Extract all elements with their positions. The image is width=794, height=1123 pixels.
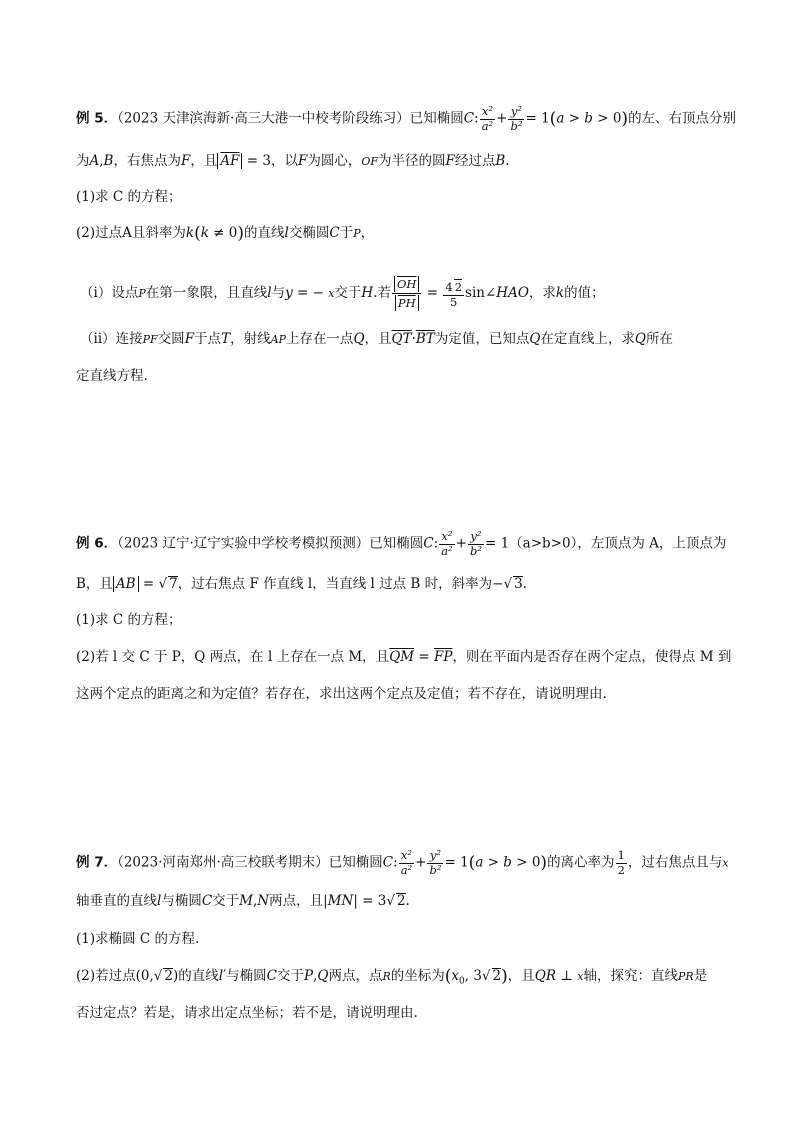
ex5-text: 在定直线上，求: [540, 331, 635, 347]
ex5-text: 为圆心，: [307, 153, 362, 169]
ex5-sub2-cont: 定直线方程.: [76, 368, 148, 384]
ex5-4root2-frac: $\frac{4 2}{5}$: [445, 279, 463, 309]
ex6-text: 已知椭圆: [369, 535, 424, 552]
ex5-text: 在第一象限，且直线: [145, 285, 268, 301]
ex5-x-frac: $\frac{\text{x²}}{\text{a²}}$: [481, 104, 494, 133]
ex6-text: (2)若 l 交 C 于 P，Q 两点，在 l 上存在一点 M，且: [76, 649, 390, 665]
ex5-text: 交椭圆: [288, 225, 330, 241]
ex5-oh-ph-frac: $\frac{\overline{OH}}{PH}$: [392, 276, 421, 311]
ex5-q1: (1)求 C 的方程；: [76, 189, 182, 205]
ex7-text: (2)若过点: [76, 968, 136, 984]
ex6-y-frac: $\frac{\text{y²}}{\text{b²}}$: [469, 529, 482, 558]
ex7-q2: (2)若过点(0,√ 2)的直线l′与椭圆C交于P,Q两点，点R的坐标为($x_0$, 3√ 2)，且QR ⊥ x轴，探究：直线PR是: [76, 966, 708, 987]
ex7-q1: (1)求椭圆 C 的方程.: [76, 931, 200, 947]
ex5-line-1: 例 5．（2023 天津滨海新·高三大港一中校考阶段练习）已知椭圆C: $\frac{\text{x²}}{\text{a²}}$ + $\frac{\text{y²}}{\text{b²}}$ = 1(a > b > 0)的左、右顶点分别: [76, 104, 737, 133]
ex5-q2: (2)过点A且斜率为k(k ≠ 0)的直线l交椭圆C于P，: [76, 223, 375, 244]
ex5-text: 的直线: [244, 225, 285, 241]
ex6-text: （a>b>0），左顶点为 A，上顶点为: [509, 535, 727, 552]
ex5-source: （2023 天津滨海新·高三大港一中校考阶段练习）: [117, 110, 410, 127]
ex7-text: 两点，点: [328, 968, 383, 984]
ex5-text: 于点: [194, 331, 222, 347]
ex7-half-frac: $\frac{1}{2}$: [617, 848, 625, 877]
ex7-text: ，且: [507, 968, 535, 984]
ex7-text: 与椭圆: [161, 893, 202, 909]
ex7-text: 的坐标为: [390, 968, 445, 984]
ex5-text: 为定值，已知点: [434, 331, 530, 347]
ex7-source: （2023·河南郑州·高三校联考期末）: [117, 854, 329, 871]
ex7-q2-cont: 否过定点？若是，请求出定点坐标；若不是，请说明理由.: [76, 1005, 418, 1021]
ex5-text: ，求: [528, 285, 556, 301]
ex5-text: 为半径的圆: [377, 153, 446, 169]
ex7-text: 的离心率为: [547, 854, 615, 871]
ex5-text: 为: [76, 153, 90, 169]
ex5-text: .若: [373, 285, 391, 301]
ex6-q2: (2)若 l 交 C 于 P，Q 两点，在 l 上存在一点 M，且$\overline{QM} = \overline{FP}$，则在平面内是否存在两个定点，使得点 M 到: [76, 649, 732, 665]
ex7-text: 两点，且: [269, 893, 324, 909]
ex7-x-frac: $\frac{\text{x²}}{\text{a²}}$: [400, 848, 413, 877]
ex5-text: 已知椭圆: [409, 110, 464, 127]
ex5-text: ，以: [270, 153, 298, 169]
ex5-label: 例 5．: [76, 110, 118, 127]
ex6-label: 例 6．: [76, 535, 118, 552]
ex7-y-frac: $\frac{\text{y²}}{\text{b²}}$: [429, 848, 442, 877]
ex7-text: 轴垂直的直线: [76, 893, 157, 909]
ex5-text: 交于: [334, 285, 362, 301]
ex7-text: 已知椭圆: [328, 854, 383, 871]
ex7-text: 的直线: [178, 968, 219, 984]
ex5-text: 于: [339, 225, 354, 241]
ex5-text: （ⅱ）连接: [80, 331, 143, 347]
ex6-q2-cont: 这两个定点的距离之和为定值？若存在，求出这两个定点及定值；若不存在，请说明理由.: [76, 686, 607, 702]
ex5-text: ，右焦点为: [113, 153, 181, 169]
ex5-text: （ⅰ）设点: [80, 285, 139, 301]
ex6-line-1: 例 6．（2023 辽宁·辽宁实验中学校考模拟预测）已知椭圆C: $\frac{\text{x²}}{\text{a²}}$ + $\frac{\text{y²}}{\text{b²}}$ = 1（a>b>0），左顶点为 A，上顶点为: [76, 529, 727, 558]
ex5-text: ，射线: [230, 331, 271, 347]
ex6-q1: (1)求 C 的方程；: [76, 612, 182, 628]
ex5-line-2: 为A,B，右焦点为F，且 $\overline{AF} = 3$，以F为圆心，OF为半径的圆F经过点B.: [76, 153, 510, 169]
ex5-text: 与: [271, 285, 286, 301]
ex5-text: 的左、右顶点分别: [628, 110, 737, 127]
ex7-text: 交于: [212, 893, 240, 909]
ex6-x-frac: $\frac{\text{x²}}{\text{a²}}$: [441, 529, 453, 558]
ex5-abs-af: $\overline{AF}$: [217, 153, 242, 169]
ex5-text: 经过点: [454, 153, 496, 169]
ex6-line-2: B，且 AB = √ 7，过右焦点 F 作直线 l，当直线 l 过点 B 时，斜率为−√ 3.: [76, 576, 527, 592]
ex7-line-2: 轴垂直的直线l与椭圆C交于M,N两点，且|MN| = 3√ 2.: [76, 893, 410, 909]
ex5-text: 交圆: [157, 331, 185, 347]
ex7-text: 交于: [277, 968, 304, 984]
ex7-text: 与椭圆: [226, 968, 267, 984]
ex7-text: 轴，探究：直线: [583, 968, 679, 984]
ex5-text: 的值；: [564, 285, 605, 301]
ex5-text: ，且: [190, 153, 218, 169]
ex6-text: ，过右焦点 F 作直线 l，当直线 l 过点 B 时，斜率为: [177, 576, 493, 592]
ex5-text: 上存在一点: [285, 331, 354, 347]
ex5-sub2: （ⅱ）连接PF交圆F于点T，射线AP上存在一点Q，且$\overline{QT}\cdot\overline{BT}$为定值，已知点Q在定直线上，求Q所在: [80, 331, 673, 347]
ex5-text: ，且: [364, 331, 392, 347]
ex6-source: （2023 辽宁·辽宁实验中学校考模拟预测）: [117, 535, 370, 552]
ex6-text: ，则在平面内是否存在两个定点，使得点 M 到: [452, 649, 732, 665]
ex5-y-frac: $\frac{\text{y²}}{\text{b²}}$: [510, 104, 523, 133]
ex7-label: 例 7．: [76, 854, 118, 871]
ex5-text: (2)过点A且斜率为: [76, 225, 186, 241]
ex5-text: 所在: [645, 331, 673, 347]
ex7-text: ，过右焦点且与: [627, 854, 723, 871]
ex7-line-1: 例 7．（2023·河南郑州·高三校联考期末）已知椭圆C: $\frac{\text{x²}}{\text{a²}}$ + $\frac{\text{y²}}{\text{b²}}$ = 1(a > b > 0)的离心率为 $\frac{1}{2}$ ，过右焦点且与x: [76, 848, 729, 877]
ex6-abs-ab: AB: [113, 576, 139, 592]
ex6-text: B，且: [76, 576, 113, 592]
ex7-text: 是: [693, 968, 708, 984]
ex5-sub1: （ⅰ）设点P在第一象限，且直线l与y = − x交于H.若 $\frac{\overline{OH}}{PH}$ = $\frac{4 2}{5}$ sin∠HAO，求k的值；: [80, 277, 605, 310]
